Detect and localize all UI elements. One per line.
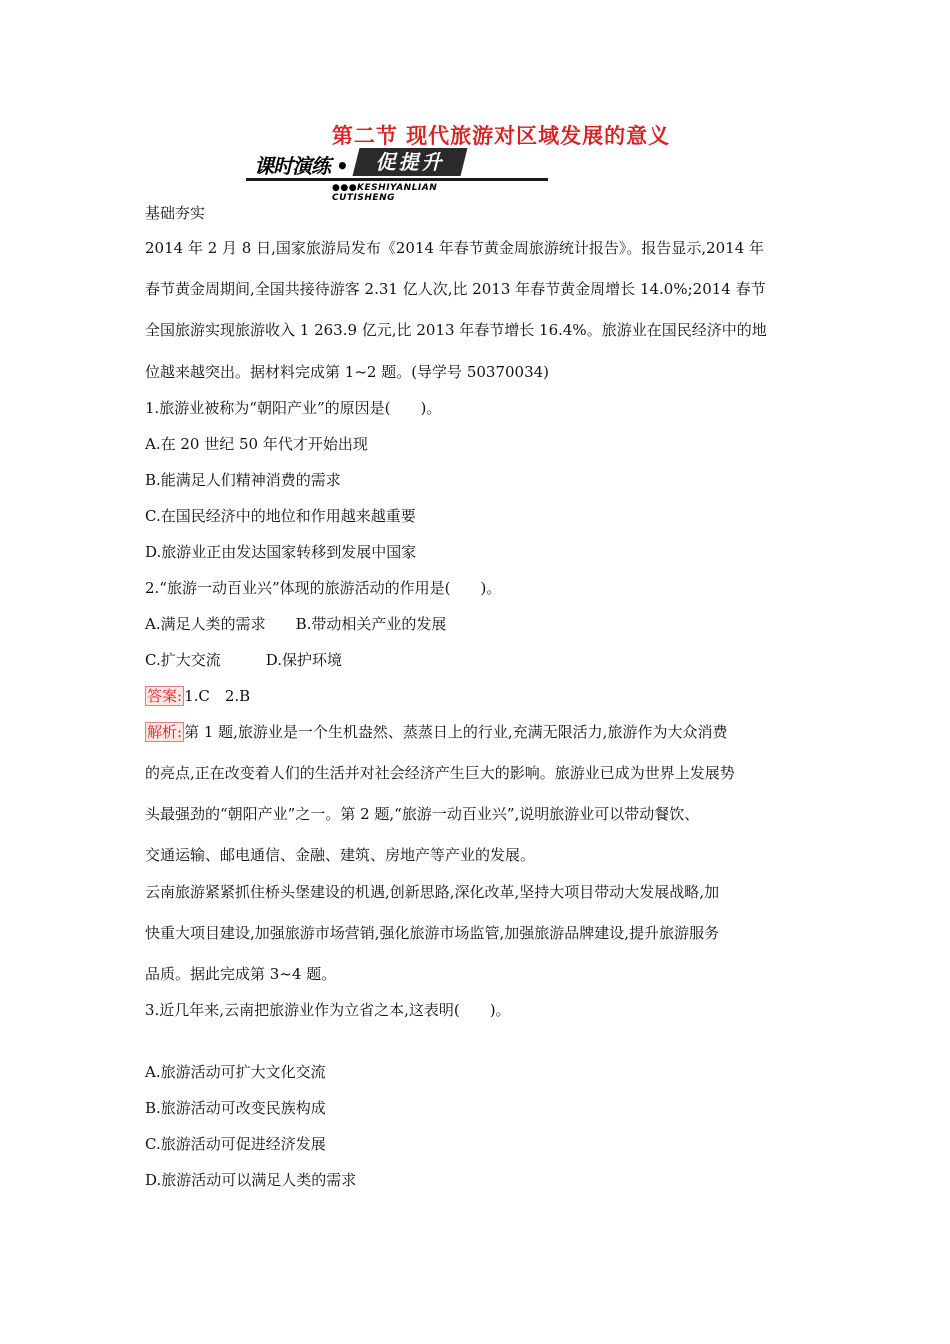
option-line: C.扩大交流 D.保护环境 bbox=[145, 651, 342, 669]
banner-subtitle: ●●●KESHIYANLIAN CUTISHENG bbox=[332, 183, 438, 203]
analysis-label: 解析: bbox=[147, 723, 183, 741]
analysis-text: 第 1 题,旅游业是一个生机盎然、蒸蒸日上的行业,充满无限活力,旅游作为大众消费 bbox=[184, 723, 728, 741]
analysis-line: 头最强劲的“朝阳产业”之一。第 2 题,“旅游一动百业兴”,说明旅游业可以带动餐饮、 bbox=[145, 805, 700, 823]
analysis-line bbox=[145, 721, 727, 742]
option-line: A.在 20 世纪 50 年代才开始出现 bbox=[145, 435, 368, 453]
passage-line: 云南旅游紧紧抓住桥头堡建设的机遇,创新思路,深化改革,坚持大项目带动大发展战略,加 bbox=[145, 883, 720, 901]
section-banner bbox=[246, 150, 486, 203]
passage-line: 快重大项目建设,加强旅游市场营销,强化旅游市场监管,加强旅游品牌建设,提升旅游服务 bbox=[145, 924, 720, 942]
question-line: 2.“旅游一动百业兴”体现的旅游活动的作用是( )。 bbox=[145, 579, 502, 597]
option-line: A.旅游活动可扩大文化交流 bbox=[145, 1063, 326, 1081]
question-line: 3.近几年来,云南把旅游业作为立省之本,这表明( )。 bbox=[145, 1001, 511, 1019]
option-line: A.满足人类的需求 B.带动相关产业的发展 bbox=[145, 615, 447, 633]
passage-line: 位越来越突出。据材料完成第 1~2 题。(导学号 50370034) bbox=[145, 363, 550, 381]
question-line: 1.旅游业被称为“朝阳产业”的原因是( )。 bbox=[145, 399, 442, 417]
option-line: C.旅游活动可促进经济发展 bbox=[145, 1135, 326, 1153]
passage-line: 春节黄金周期间,全国共接待游客 2.31 亿人次,比 2013 年春节黄金周增长 14.0%;2014 春节 bbox=[145, 280, 766, 298]
passage-line: 品质。据此完成第 3~4 题。 bbox=[145, 965, 337, 983]
section-heading: 基础夯实 bbox=[145, 204, 206, 222]
banner-right-box bbox=[353, 148, 468, 176]
analysis-line: 的亮点,正在改变着人们的生活并对社会经济产生巨大的影响。旅游业已成为世界上发展势 bbox=[145, 764, 735, 782]
banner-left-text: 课时演练 • bbox=[254, 154, 348, 178]
passage-line: 2014 年 2 月 8 日,国家旅游局发布《2014 年春节黄金周旅游统计报告》。报告显示,2014 年 bbox=[145, 239, 765, 257]
passage-line: 全国旅游实现旅游收入 1 263.9 亿元,比 2013 年春节增长 16.4%。旅游业在国民经济中的地 bbox=[145, 321, 767, 339]
analysis-line: 交通运输、邮电通信、金融、建筑、房地产等产业的发展。 bbox=[145, 846, 536, 864]
banner-right-text: 促提升 bbox=[375, 150, 445, 174]
option-line: C.在国民经济中的地位和作用越来越重要 bbox=[145, 507, 416, 525]
answer-label: 答案: bbox=[147, 687, 183, 705]
option-line: D.旅游活动可以满足人类的需求 bbox=[145, 1171, 357, 1189]
banner-rule bbox=[246, 178, 548, 181]
page-title: 第二节 现代旅游对区域发展的意义 bbox=[331, 124, 671, 148]
option-line: B.旅游活动可改变民族构成 bbox=[145, 1099, 326, 1117]
answer-line bbox=[145, 685, 250, 706]
option-line: D.旅游业正由发达国家转移到发展中国家 bbox=[145, 543, 417, 561]
answer-text: 1.C 2.B bbox=[184, 687, 251, 705]
option-line: B.能满足人们精神消费的需求 bbox=[145, 471, 341, 489]
